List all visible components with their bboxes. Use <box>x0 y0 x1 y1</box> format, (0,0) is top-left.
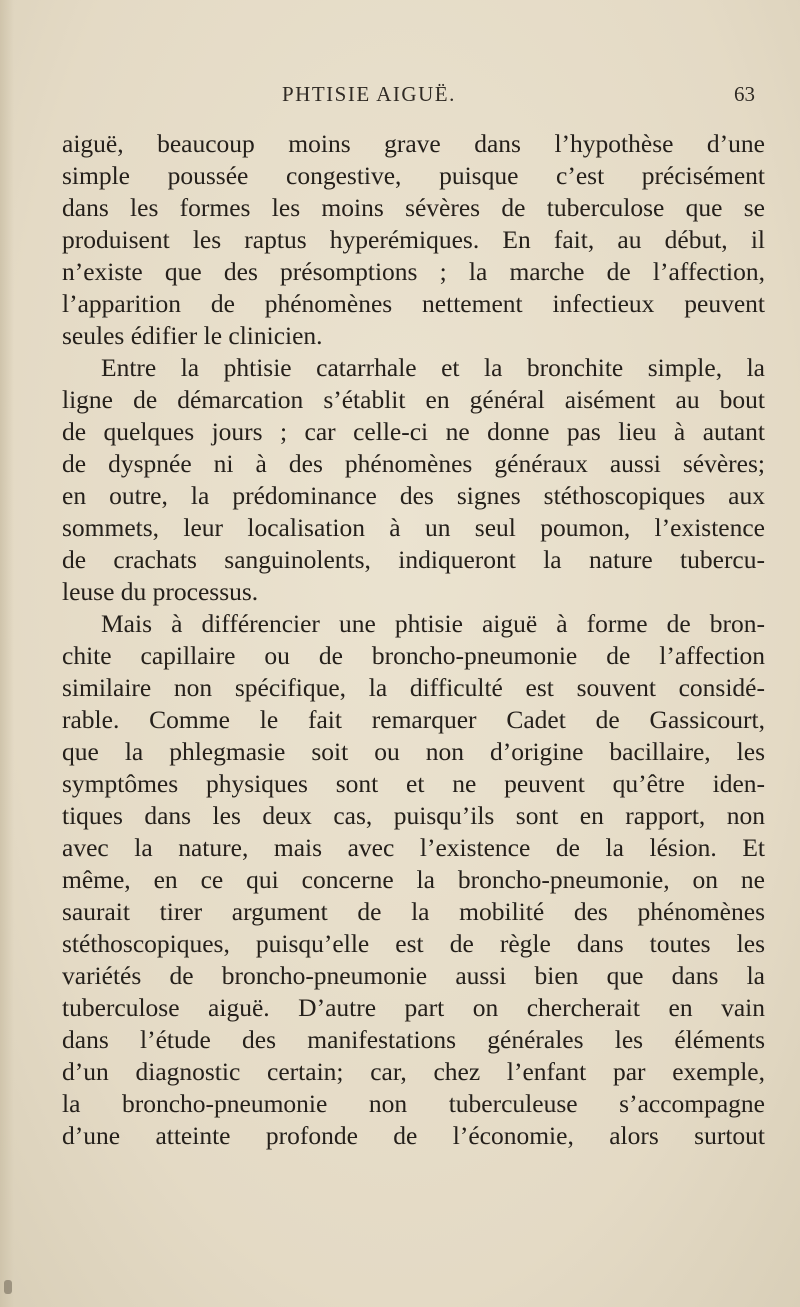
text-line: d’un diagnostic certain; car, chez l’enfant par exemple, <box>62 1057 765 1086</box>
text-line: seules édifier le clinicien. <box>62 321 323 350</box>
text-line: variétés de broncho-pneumonie aussi bien que dans la <box>62 961 765 990</box>
text-line: rable. Comme le fait remarquer Cadet de Gassicourt, <box>62 705 765 734</box>
text-line: en outre, la prédominance des signes stéthoscopiques aux <box>62 481 765 510</box>
text-line: dans les formes les moins sévères de tuberculose que se <box>62 193 765 222</box>
text-line: que la phlegmasie soit ou non d’origine bacillaire, les <box>62 737 765 766</box>
text-line: aiguë, beaucoup moins grave dans l’hypothèse d’une <box>62 129 765 158</box>
text-line: ligne de démarcation s’établit en général aisément au bout <box>62 385 765 414</box>
text-line: chite capillaire ou de broncho-pneumonie de l’affection <box>62 641 765 670</box>
text-line: n’existe que des présomptions ; la marche de l’affection, <box>62 257 765 286</box>
text-line: Entre la phtisie catarrhale et la bronchite simple, la <box>101 353 765 382</box>
running-head <box>0 82 800 112</box>
text-line: symptômes physiques sont et ne peuvent qu’être iden- <box>62 769 765 798</box>
text-line: stéthoscopiques, puisqu’elle est de règle dans toutes les <box>62 929 765 958</box>
text-line: même, en ce qui concerne la broncho-pneumonie, on ne <box>62 865 765 894</box>
text-line: similaire non spécifique, la difficulté est souvent considé- <box>62 673 765 702</box>
text-line: d’une atteinte profonde de l’économie, alors surtout <box>62 1121 765 1150</box>
text-line: de dyspnée ni à des phénomènes généraux aussi sévères; <box>62 449 765 478</box>
page-gutter-shadow <box>0 0 14 1307</box>
text-line: tuberculose aiguë. D’autre part on chercherait en vain <box>62 993 765 1022</box>
ink-smudge <box>4 1280 12 1294</box>
text-line: sommets, leur localisation à un seul poumon, l’existence <box>62 513 765 542</box>
text-line: Mais à différencier une phtisie aiguë à forme de bron- <box>101 609 765 638</box>
text-line: produisent les raptus hyperémiques. En fait, au début, il <box>62 225 765 254</box>
page-number: 63 <box>734 82 755 106</box>
text-line: leuse du processus. <box>62 577 259 606</box>
text-line: avec la nature, mais avec l’existence de la lésion. Et <box>62 833 765 862</box>
running-title: PHTISIE AIGUË. <box>282 82 456 106</box>
text-line: tiques dans les deux cas, puisqu’ils sont en rapport, non <box>62 801 765 830</box>
text-line: saurait tirer argument de la mobilité des phénomènes <box>62 897 765 926</box>
text-line: de quelques jours ; car celle-ci ne donne pas lieu à autant <box>62 417 765 446</box>
text-line: l’apparition de phénomènes nettement infectieux peuvent <box>62 289 765 318</box>
text-line: simple poussée congestive, puisque c’est précisément <box>62 161 765 190</box>
text-line: de crachats sanguinolents, indiqueront la nature tubercu- <box>62 545 765 574</box>
text-line: dans l’étude des manifestations générales les éléments <box>62 1025 765 1054</box>
text-line: la broncho-pneumonie non tuberculeuse s’accompagne <box>62 1089 765 1118</box>
